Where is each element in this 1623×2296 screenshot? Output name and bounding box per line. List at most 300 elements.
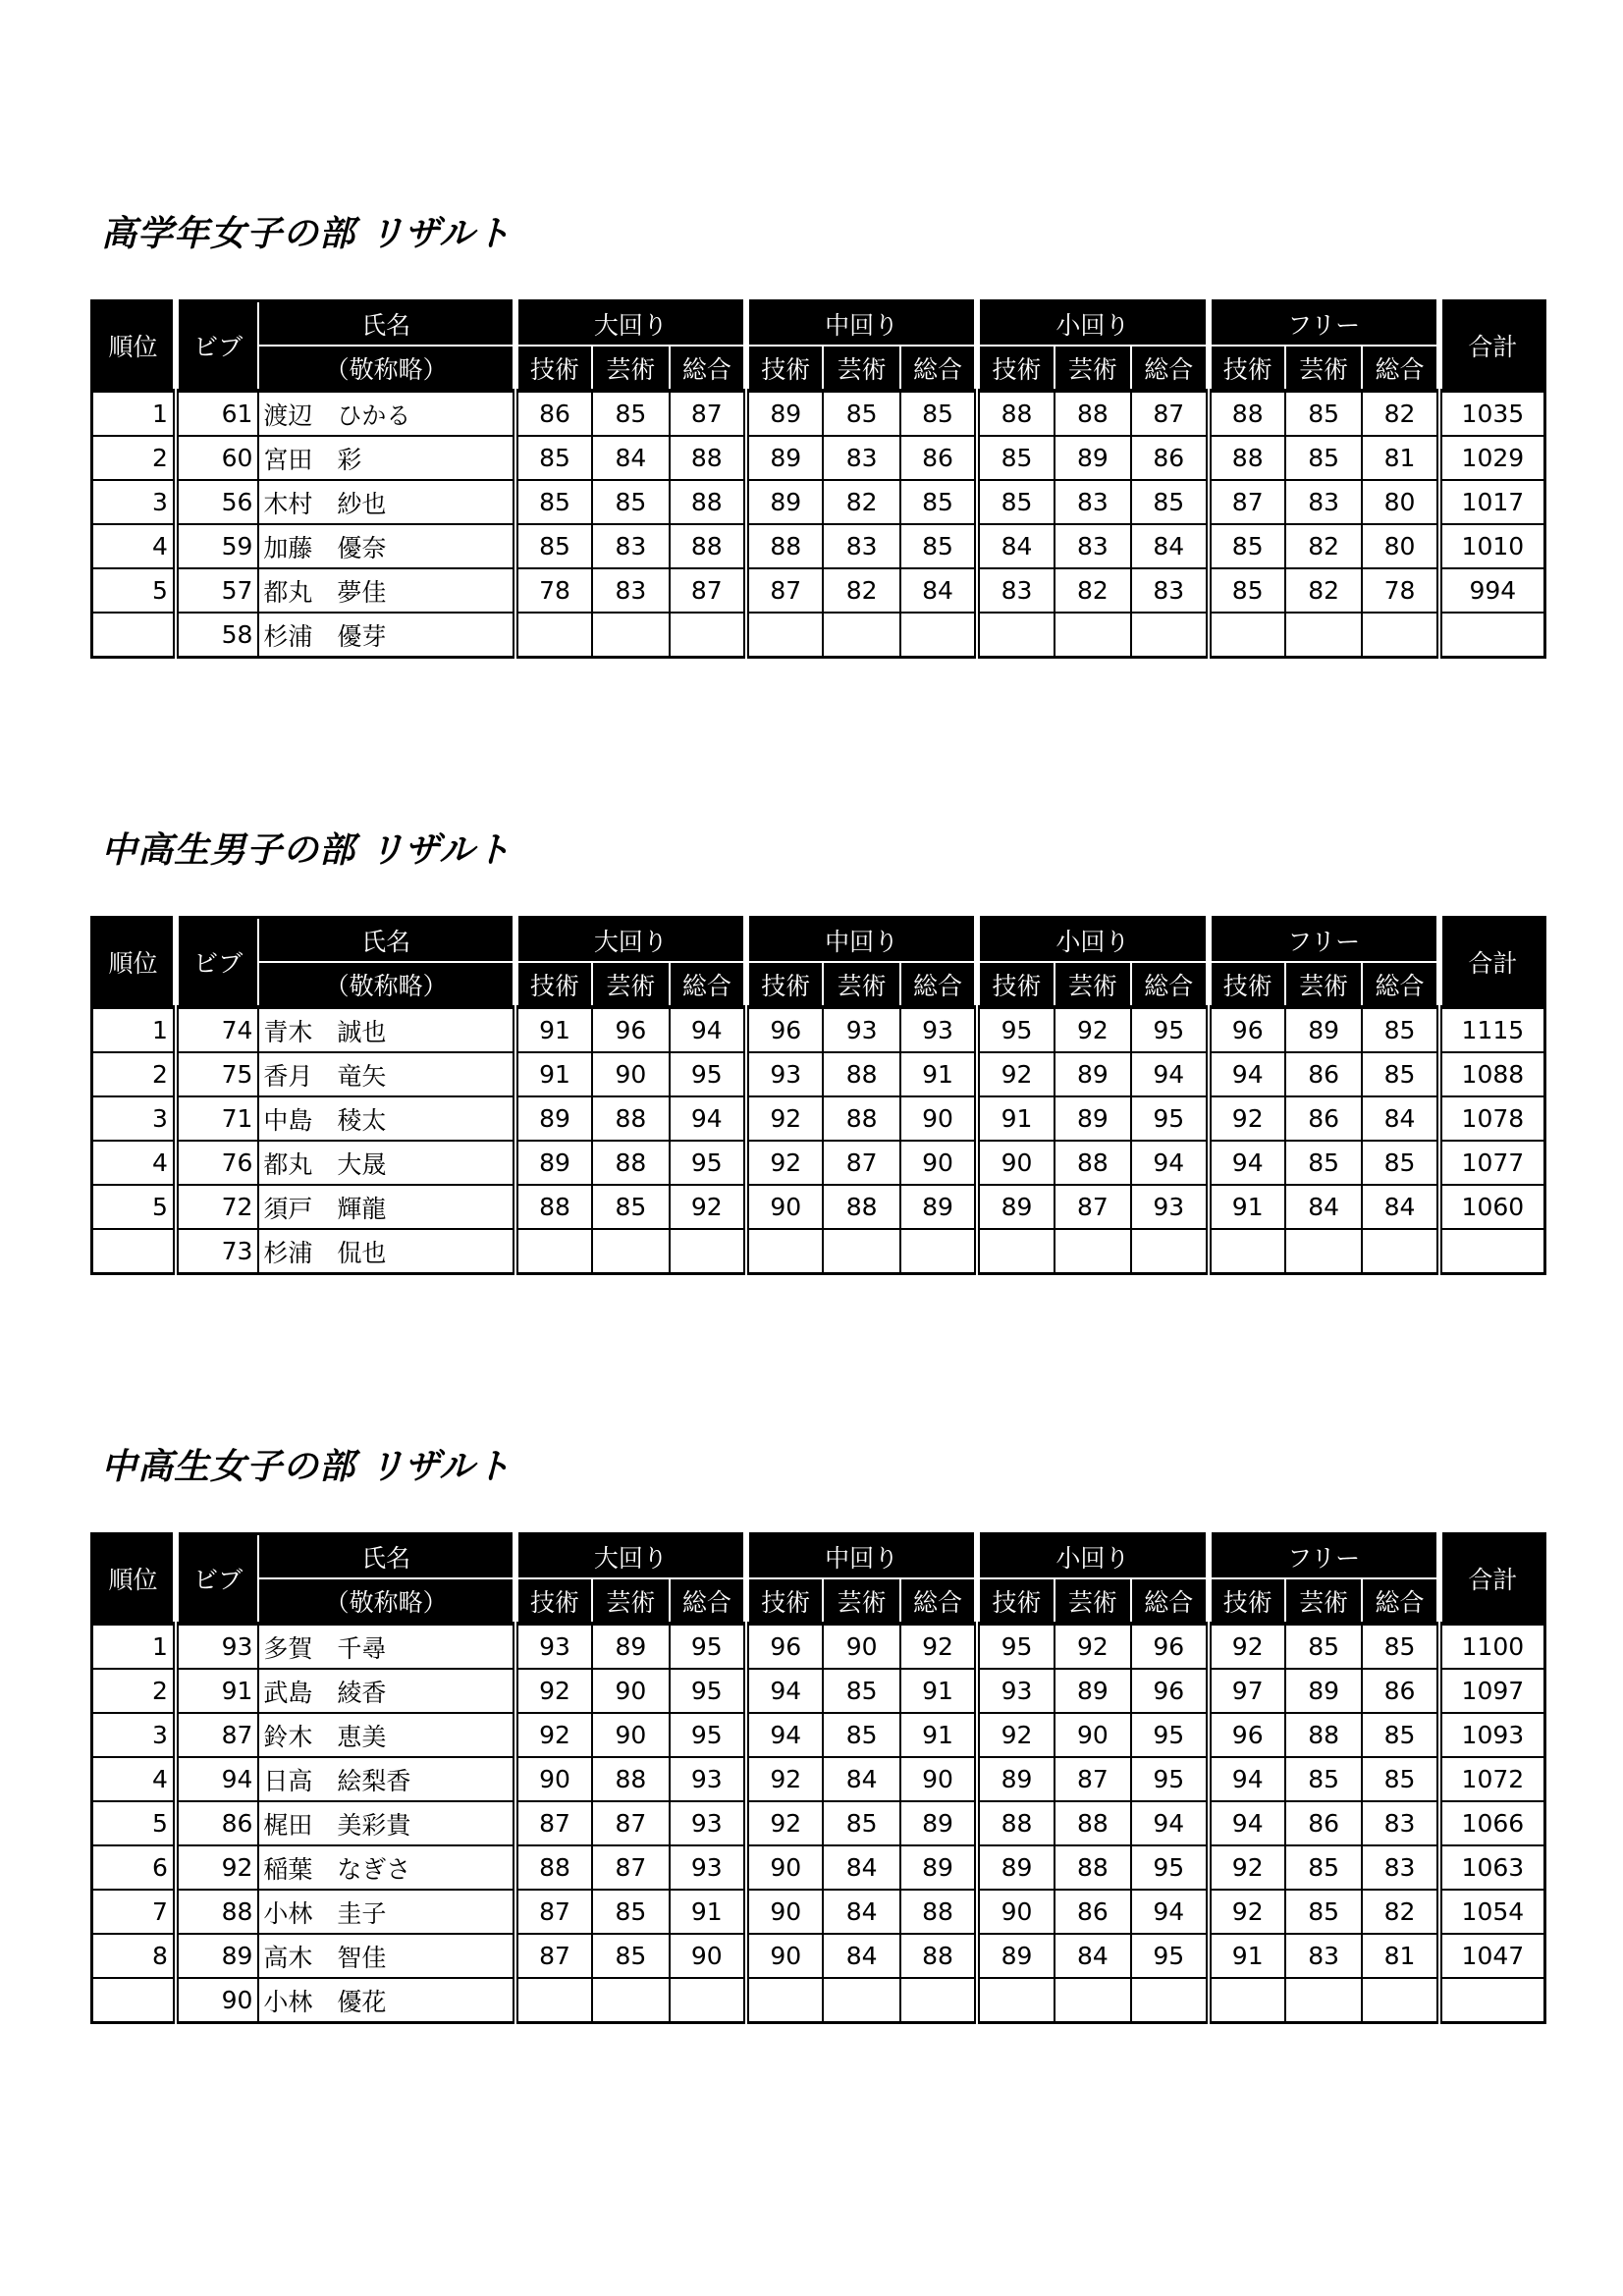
score-cell — [1362, 1229, 1438, 1274]
score-cell: 80 — [1362, 480, 1438, 524]
score-cell: 91 — [670, 1890, 746, 1934]
event-group-header: 大回り — [515, 918, 746, 963]
score-cell: 88 — [746, 524, 823, 568]
score-cell: 84 — [823, 1890, 899, 1934]
score-cell — [746, 1229, 823, 1274]
score-sub-header: 総合 — [1131, 346, 1208, 391]
score-cell — [670, 1229, 746, 1274]
rank-header: 順位 — [92, 918, 176, 1008]
score-cell — [1131, 1978, 1208, 2023]
score-cell: 95 — [670, 1624, 746, 1669]
total-cell — [1439, 613, 1545, 658]
score-cell: 85 — [515, 480, 592, 524]
score-cell: 95 — [1131, 1096, 1208, 1141]
rank-cell: 5 — [92, 1801, 176, 1845]
score-cell: 93 — [670, 1801, 746, 1845]
header-row-subs — [92, 962, 1545, 1007]
score-cell: 87 — [670, 391, 746, 436]
header-row-groups — [92, 301, 1545, 347]
bib-cell: 60 — [176, 436, 258, 480]
event-group-header: 中回り — [746, 918, 977, 963]
score-cell: 89 — [1285, 1007, 1362, 1052]
table-body — [92, 1007, 1545, 1274]
score-cell: 81 — [1362, 1934, 1438, 1978]
score-cell: 85 — [977, 436, 1054, 480]
score-cell: 95 — [670, 1141, 746, 1185]
rank-cell: 3 — [92, 480, 176, 524]
score-cell: 85 — [1285, 436, 1362, 480]
score-cell: 90 — [977, 1890, 1054, 1934]
score-cell: 85 — [1362, 1757, 1438, 1801]
name-note-header: （敬称略） — [258, 962, 514, 1007]
rank-cell: 7 — [92, 1890, 176, 1934]
score-cell — [592, 1978, 669, 2023]
score-sub-header: 技術 — [515, 346, 592, 391]
score-cell: 90 — [823, 1624, 899, 1669]
bib-header: ビブ — [176, 918, 258, 1008]
score-cell: 88 — [1285, 1713, 1362, 1757]
score-cell: 93 — [746, 1052, 823, 1096]
score-cell — [977, 613, 1054, 658]
score-cell: 96 — [1131, 1624, 1208, 1669]
score-cell: 86 — [1285, 1052, 1362, 1096]
score-cell: 92 — [1209, 1845, 1285, 1890]
score-cell: 91 — [515, 1052, 592, 1096]
score-cell: 78 — [515, 568, 592, 613]
rank-cell: 6 — [92, 1845, 176, 1890]
score-cell: 94 — [1209, 1801, 1285, 1845]
score-cell: 88 — [515, 1845, 592, 1890]
score-cell: 84 — [1055, 1934, 1131, 1978]
score-cell: 83 — [977, 568, 1054, 613]
score-cell: 86 — [515, 391, 592, 436]
score-cell: 89 — [977, 1934, 1054, 1978]
bib-cell: 89 — [176, 1934, 258, 1978]
score-cell: 85 — [900, 480, 977, 524]
score-cell: 88 — [592, 1096, 669, 1141]
score-cell: 95 — [1131, 1845, 1208, 1890]
score-cell: 89 — [1055, 436, 1131, 480]
rank-cell: 1 — [92, 1007, 176, 1052]
event-group-header: 中回り — [746, 1534, 977, 1579]
score-cell: 84 — [977, 524, 1054, 568]
score-cell: 83 — [592, 568, 669, 613]
score-cell — [900, 1978, 977, 2023]
name-cell: 渡辺 ひかる — [258, 391, 514, 436]
rank-cell: 1 — [92, 391, 176, 436]
score-cell: 90 — [746, 1185, 823, 1229]
score-cell: 88 — [823, 1096, 899, 1141]
name-cell: 武島 綾香 — [258, 1669, 514, 1713]
event-group-header: 中回り — [746, 301, 977, 347]
bib-cell: 94 — [176, 1757, 258, 1801]
score-cell — [515, 1978, 592, 2023]
score-cell: 92 — [1209, 1096, 1285, 1141]
score-cell: 94 — [746, 1669, 823, 1713]
score-sub-header: 芸術 — [1285, 346, 1362, 391]
score-cell: 94 — [1209, 1757, 1285, 1801]
rank-cell: 5 — [92, 568, 176, 613]
score-cell — [515, 613, 592, 658]
score-cell: 90 — [900, 1141, 977, 1185]
total-cell: 1115 — [1439, 1007, 1545, 1052]
name-cell: 小林 圭子 — [258, 1890, 514, 1934]
score-cell: 85 — [1209, 524, 1285, 568]
score-cell: 87 — [515, 1890, 592, 1934]
score-cell: 86 — [1285, 1801, 1362, 1845]
score-cell: 96 — [746, 1007, 823, 1052]
score-cell: 94 — [1131, 1890, 1208, 1934]
score-cell: 83 — [823, 524, 899, 568]
score-cell: 85 — [592, 391, 669, 436]
score-cell: 85 — [592, 1934, 669, 1978]
score-cell: 85 — [823, 1713, 899, 1757]
result-row — [92, 1185, 1545, 1229]
score-cell: 88 — [900, 1934, 977, 1978]
score-cell — [1131, 613, 1208, 658]
bib-header: ビブ — [176, 301, 258, 392]
score-cell: 92 — [1055, 1624, 1131, 1669]
score-cell: 89 — [515, 1141, 592, 1185]
score-cell — [1285, 1978, 1362, 2023]
score-cell: 84 — [823, 1845, 899, 1890]
score-cell: 83 — [823, 436, 899, 480]
score-cell: 86 — [900, 436, 977, 480]
score-cell: 85 — [1362, 1141, 1438, 1185]
header-row-subs — [92, 346, 1545, 391]
bib-cell: 88 — [176, 1890, 258, 1934]
rank-cell: 2 — [92, 436, 176, 480]
name-cell: 日高 絵梨香 — [258, 1757, 514, 1801]
result-row — [92, 1845, 1545, 1890]
score-cell: 94 — [1131, 1052, 1208, 1096]
event-group-header: フリー — [1209, 1534, 1439, 1579]
bib-cell: 91 — [176, 1669, 258, 1713]
name-header: 氏名 — [258, 1534, 514, 1579]
score-cell: 85 — [1362, 1624, 1438, 1669]
total-header: 合計 — [1439, 918, 1545, 1008]
bib-header: ビブ — [176, 1534, 258, 1625]
score-cell: 82 — [1055, 568, 1131, 613]
total-header: 合計 — [1439, 301, 1545, 392]
rank-cell: 2 — [92, 1052, 176, 1096]
score-cell: 89 — [1055, 1669, 1131, 1713]
score-cell: 96 — [746, 1624, 823, 1669]
score-cell: 95 — [1131, 1713, 1208, 1757]
score-cell: 82 — [1362, 1890, 1438, 1934]
score-cell: 85 — [1285, 1890, 1362, 1934]
score-cell: 85 — [515, 524, 592, 568]
score-cell: 85 — [592, 480, 669, 524]
score-sub-header: 技術 — [746, 1578, 823, 1624]
score-cell: 90 — [592, 1052, 669, 1096]
score-cell: 82 — [823, 568, 899, 613]
score-sub-header: 技術 — [746, 346, 823, 391]
event-group-header: 小回り — [977, 1534, 1208, 1579]
bib-cell: 59 — [176, 524, 258, 568]
score-cell: 92 — [746, 1757, 823, 1801]
score-cell: 92 — [977, 1713, 1054, 1757]
score-cell: 89 — [515, 1096, 592, 1141]
score-sub-header: 総合 — [1131, 962, 1208, 1007]
score-cell: 96 — [1131, 1669, 1208, 1713]
score-cell: 86 — [1362, 1669, 1438, 1713]
result-row — [92, 1890, 1545, 1934]
score-cell: 95 — [670, 1713, 746, 1757]
name-cell: 稲葉 なぎさ — [258, 1845, 514, 1890]
name-cell: 多賀 千尋 — [258, 1624, 514, 1669]
score-cell: 82 — [1285, 524, 1362, 568]
header-row-subs — [92, 1578, 1545, 1624]
score-cell: 85 — [823, 391, 899, 436]
score-cell: 91 — [900, 1052, 977, 1096]
total-cell: 1017 — [1439, 480, 1545, 524]
score-cell: 87 — [515, 1801, 592, 1845]
score-cell: 91 — [1209, 1185, 1285, 1229]
rank-cell: 5 — [92, 1185, 176, 1229]
score-cell: 88 — [1209, 436, 1285, 480]
score-cell: 84 — [1362, 1185, 1438, 1229]
score-cell: 87 — [746, 568, 823, 613]
event-group-header: 大回り — [515, 301, 746, 347]
bib-cell: 56 — [176, 480, 258, 524]
score-sub-header: 総合 — [900, 962, 977, 1007]
score-cell — [670, 1978, 746, 2023]
score-sub-header: 総合 — [900, 346, 977, 391]
event-group-header: 大回り — [515, 1534, 746, 1579]
result-row — [92, 568, 1545, 613]
score-cell: 88 — [1055, 1845, 1131, 1890]
score-cell: 94 — [670, 1007, 746, 1052]
score-cell: 93 — [900, 1007, 977, 1052]
score-cell: 83 — [1285, 1934, 1362, 1978]
score-cell: 92 — [515, 1669, 592, 1713]
score-cell: 94 — [1209, 1052, 1285, 1096]
section-title: 中高生男子の部 リザルト — [101, 830, 513, 871]
score-sub-header: 芸術 — [1055, 346, 1131, 391]
score-cell: 88 — [977, 391, 1054, 436]
score-cell: 87 — [1131, 391, 1208, 436]
total-cell: 1063 — [1439, 1845, 1545, 1890]
score-cell: 87 — [515, 1934, 592, 1978]
score-cell — [1055, 1978, 1131, 2023]
score-cell: 85 — [1131, 480, 1208, 524]
score-sub-header: 技術 — [1209, 962, 1285, 1007]
score-cell: 88 — [1055, 391, 1131, 436]
score-cell: 84 — [1362, 1096, 1438, 1141]
bib-cell: 71 — [176, 1096, 258, 1141]
score-sub-header: 芸術 — [1285, 1578, 1362, 1624]
results-table — [90, 916, 1546, 1275]
result-row — [92, 1713, 1545, 1757]
score-cell: 92 — [746, 1801, 823, 1845]
score-cell: 85 — [823, 1669, 899, 1713]
result-row — [92, 1757, 1545, 1801]
score-cell: 87 — [1055, 1757, 1131, 1801]
table-header — [92, 1534, 1545, 1625]
score-cell: 85 — [900, 524, 977, 568]
score-sub-header: 総合 — [670, 962, 746, 1007]
score-sub-header: 総合 — [1362, 962, 1438, 1007]
total-cell — [1439, 1978, 1545, 2023]
name-header: 氏名 — [258, 301, 514, 347]
rank-cell: 2 — [92, 1669, 176, 1713]
bib-cell: 93 — [176, 1624, 258, 1669]
score-cell: 87 — [1209, 480, 1285, 524]
header-row-groups — [92, 918, 1545, 963]
score-cell: 80 — [1362, 524, 1438, 568]
score-cell: 85 — [515, 436, 592, 480]
score-cell — [592, 1229, 669, 1274]
score-cell: 92 — [1209, 1890, 1285, 1934]
score-cell — [1055, 613, 1131, 658]
name-cell: 高木 智佳 — [258, 1934, 514, 1978]
total-cell: 1078 — [1439, 1096, 1545, 1141]
result-row — [92, 1141, 1545, 1185]
score-sub-header: 技術 — [515, 962, 592, 1007]
score-cell: 85 — [900, 391, 977, 436]
score-cell: 83 — [1362, 1801, 1438, 1845]
score-cell: 93 — [670, 1757, 746, 1801]
score-cell: 88 — [823, 1185, 899, 1229]
bib-cell: 73 — [176, 1229, 258, 1274]
section-title: 中高生女子の部 リザルト — [101, 1447, 513, 1487]
rank-cell: 4 — [92, 1757, 176, 1801]
event-group-header: 小回り — [977, 918, 1208, 963]
score-cell: 95 — [1131, 1757, 1208, 1801]
name-cell: 都丸 大晟 — [258, 1141, 514, 1185]
score-cell: 91 — [900, 1713, 977, 1757]
score-cell: 91 — [900, 1669, 977, 1713]
score-cell: 90 — [900, 1757, 977, 1801]
total-cell: 1060 — [1439, 1185, 1545, 1229]
score-cell: 88 — [900, 1890, 977, 1934]
score-sub-header: 芸術 — [1055, 962, 1131, 1007]
score-sub-header: 芸術 — [1285, 962, 1362, 1007]
score-cell: 85 — [1285, 1757, 1362, 1801]
score-cell: 86 — [1131, 436, 1208, 480]
score-cell: 85 — [1362, 1713, 1438, 1757]
total-cell: 994 — [1439, 568, 1545, 613]
score-cell — [900, 613, 977, 658]
rank-cell: 3 — [92, 1713, 176, 1757]
score-cell: 87 — [592, 1845, 669, 1890]
score-cell: 85 — [592, 1185, 669, 1229]
score-cell — [823, 1229, 899, 1274]
score-sub-header: 芸術 — [592, 346, 669, 391]
rank-cell — [92, 1229, 176, 1274]
score-cell: 89 — [746, 436, 823, 480]
score-sub-header: 芸術 — [592, 1578, 669, 1624]
score-sub-header: 総合 — [670, 346, 746, 391]
score-cell: 88 — [1055, 1801, 1131, 1845]
event-group-header: フリー — [1209, 301, 1439, 347]
total-cell: 1010 — [1439, 524, 1545, 568]
score-cell: 85 — [823, 1801, 899, 1845]
rank-cell — [92, 613, 176, 658]
name-cell: 加藤 優奈 — [258, 524, 514, 568]
score-cell: 89 — [900, 1185, 977, 1229]
name-cell: 須戸 輝龍 — [258, 1185, 514, 1229]
name-cell: 鈴木 恵美 — [258, 1713, 514, 1757]
score-cell: 88 — [592, 1757, 669, 1801]
rank-cell: 8 — [92, 1934, 176, 1978]
score-sub-header: 総合 — [1362, 346, 1438, 391]
score-cell: 83 — [1285, 480, 1362, 524]
score-cell: 92 — [900, 1624, 977, 1669]
score-sub-header: 技術 — [515, 1578, 592, 1624]
score-cell — [823, 613, 899, 658]
score-cell: 96 — [1209, 1007, 1285, 1052]
score-cell — [1362, 1978, 1438, 2023]
score-cell: 85 — [1209, 568, 1285, 613]
score-sub-header: 芸術 — [823, 1578, 899, 1624]
table-header — [92, 301, 1545, 392]
score-cell — [1131, 1229, 1208, 1274]
score-sub-header: 総合 — [900, 1578, 977, 1624]
score-cell: 89 — [746, 480, 823, 524]
score-cell: 93 — [823, 1007, 899, 1052]
total-cell: 1093 — [1439, 1713, 1545, 1757]
score-cell: 84 — [1285, 1185, 1362, 1229]
score-cell: 82 — [823, 480, 899, 524]
name-cell: 宮田 彩 — [258, 436, 514, 480]
score-cell: 85 — [977, 480, 1054, 524]
score-cell: 92 — [1209, 1624, 1285, 1669]
bib-cell: 61 — [176, 391, 258, 436]
score-cell: 90 — [746, 1845, 823, 1890]
score-cell: 89 — [1055, 1052, 1131, 1096]
name-cell: 杉浦 侃也 — [258, 1229, 514, 1274]
score-cell: 92 — [746, 1096, 823, 1141]
score-cell: 82 — [1362, 391, 1438, 436]
total-cell: 1066 — [1439, 1801, 1545, 1845]
score-cell: 94 — [746, 1713, 823, 1757]
score-cell: 91 — [515, 1007, 592, 1052]
rank-header: 順位 — [92, 301, 176, 392]
bib-cell: 57 — [176, 568, 258, 613]
bib-cell: 72 — [176, 1185, 258, 1229]
score-cell — [746, 1978, 823, 2023]
name-cell: 都丸 夢佳 — [258, 568, 514, 613]
result-row — [92, 1007, 1545, 1052]
score-cell — [977, 1229, 1054, 1274]
score-cell: 93 — [977, 1669, 1054, 1713]
result-row — [92, 1096, 1545, 1141]
total-header: 合計 — [1439, 1534, 1545, 1625]
score-cell: 95 — [670, 1052, 746, 1096]
score-cell: 85 — [1285, 1624, 1362, 1669]
total-cell — [1439, 1229, 1545, 1274]
score-sub-header: 技術 — [746, 962, 823, 1007]
score-cell: 90 — [515, 1757, 592, 1801]
result-row — [92, 1801, 1545, 1845]
score-cell: 85 — [592, 1890, 669, 1934]
bib-cell: 76 — [176, 1141, 258, 1185]
score-sub-header: 芸術 — [1055, 1578, 1131, 1624]
score-cell — [515, 1229, 592, 1274]
score-cell — [1209, 1978, 1285, 2023]
result-row — [92, 391, 1545, 436]
score-cell: 88 — [670, 436, 746, 480]
score-cell: 96 — [1209, 1713, 1285, 1757]
score-cell: 88 — [1209, 391, 1285, 436]
score-cell: 89 — [1285, 1669, 1362, 1713]
score-cell — [1285, 1229, 1362, 1274]
score-cell: 94 — [1131, 1801, 1208, 1845]
score-cell — [746, 613, 823, 658]
total-cell: 1100 — [1439, 1624, 1545, 1669]
